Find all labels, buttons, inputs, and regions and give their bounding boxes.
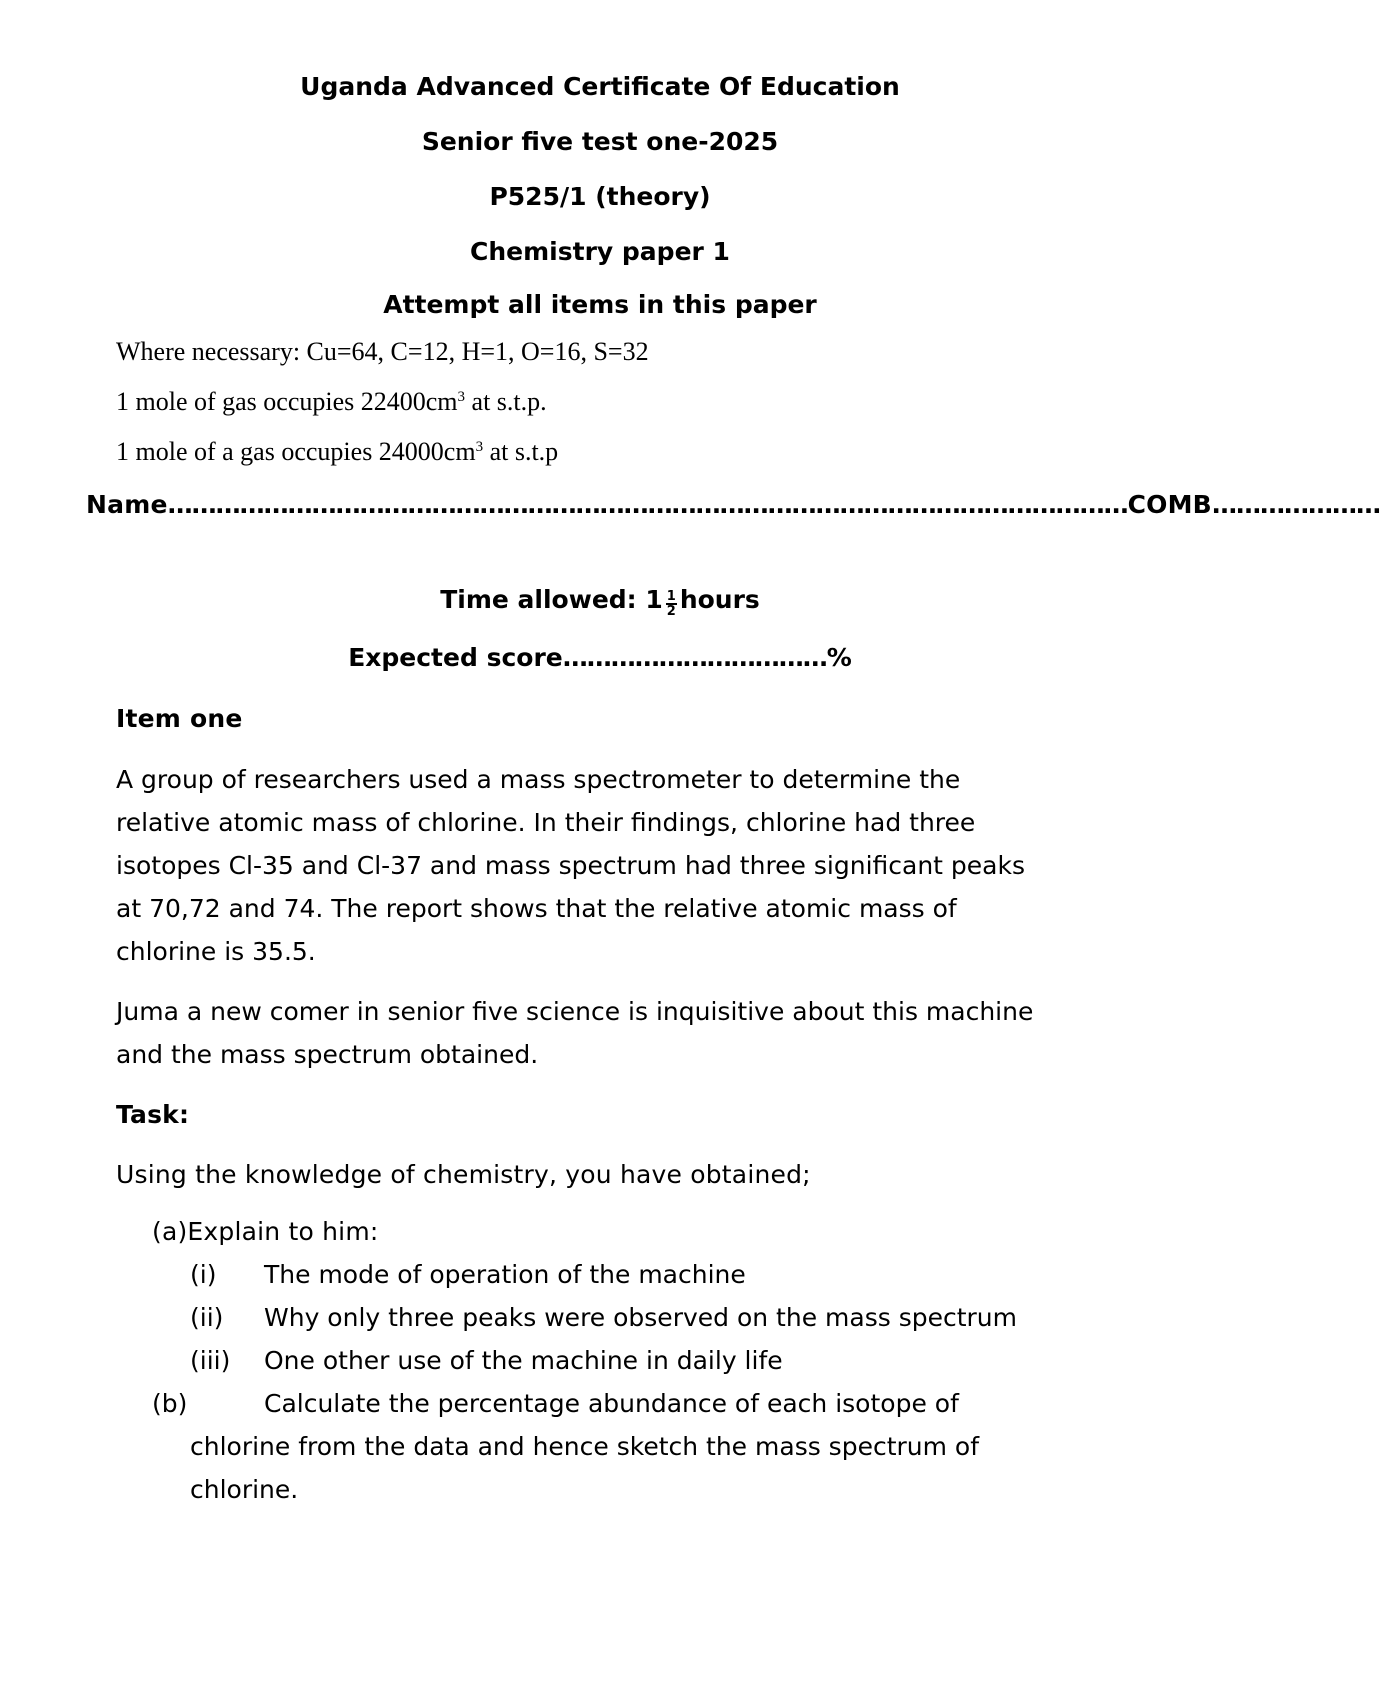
part-a: (a)Explain to him: [152, 1217, 379, 1246]
test-title: Senior five test one-2025 [421, 127, 779, 156]
time-unit: hours [679, 585, 760, 614]
fraction-numerator: 1 [666, 589, 676, 604]
paper-name: Chemistry paper 1 [470, 237, 730, 266]
subpart-text: Why only three peaks were observed on the mass spectrum [264, 1303, 1017, 1332]
part-b-number: (b) [152, 1389, 188, 1418]
part-b-line: chlorine. [190, 1475, 299, 1504]
expected-score [0, 643, 1200, 672]
subpart-number: (ii) [190, 1303, 224, 1332]
fraction-denominator: 2 [666, 604, 676, 619]
paper-code: P525/1 (theory) [489, 182, 711, 211]
molar-volume-second-text: 1 mole of a gas occupies 24000cm [116, 437, 476, 466]
comb-label: COMB [1127, 490, 1212, 519]
time-allowed [0, 585, 1200, 618]
paragraph-line: and the mass spectrum obtained. [116, 1040, 539, 1069]
subpart-text: One other use of the machine in daily life [264, 1346, 783, 1375]
percent-sign: % [826, 643, 852, 672]
part-b-line: Calculate the percentage abundance of each isotope of [264, 1389, 959, 1418]
name-blank[interactable]: ………………………………………………………………………………………………………… [167, 490, 1128, 519]
molar-volume-second [116, 437, 558, 467]
item-title: Item one [116, 704, 243, 733]
half-fraction [666, 590, 677, 618]
comb-blank[interactable]: ………………… [1211, 490, 1380, 519]
paragraph-line: chlorine is 35.5. [116, 937, 316, 966]
molar-volume-stp-tail: at s.t.p. [465, 387, 547, 416]
paragraph-line: isotopes Cl-35 and Cl-37 and mass spectrum had three significant peaks [116, 851, 1025, 880]
paragraph-line: relative atomic mass of chlorine. In their findings, chlorine had three [116, 808, 976, 837]
candidate-line [86, 490, 1380, 519]
task-label: Task: [116, 1100, 190, 1129]
atomic-masses: Where necessary: Cu=64, C=12, H=1, O=16, S=32 [116, 337, 649, 366]
part-b-line: chlorine from the data and hence sketch the mass spectrum of [190, 1432, 980, 1461]
exam-board-title: Uganda Advanced Certificate Of Education [300, 72, 900, 101]
cubed-superscript: 3 [475, 439, 484, 455]
task-intro: Using the knowledge of chemistry, you have obtained; [116, 1160, 811, 1189]
paragraph-line: at 70,72 and 74. The report shows that the relative atomic mass of [116, 894, 957, 923]
score-label: Expected score [348, 643, 563, 672]
subpart-text: The mode of operation of the machine [264, 1260, 746, 1289]
score-blank[interactable]: …………………………… [562, 643, 827, 672]
subpart-number: (i) [190, 1260, 217, 1289]
molar-volume-second-tail: at s.t.p [483, 437, 559, 466]
item-paragraph-2 [116, 990, 1076, 1076]
cubed-superscript: 3 [457, 389, 466, 405]
name-label: Name [86, 490, 168, 519]
instruction: Attempt all items in this paper [383, 290, 817, 319]
molar-volume-stp-text: 1 mole of gas occupies 22400cm [116, 387, 458, 416]
paragraph-line: Juma a new comer in senior five science is inquisitive about this machine [116, 997, 1034, 1026]
paragraph-line: A group of researchers used a mass spectrometer to determine the [116, 765, 961, 794]
item-paragraph-1 [116, 758, 1076, 973]
molar-volume-stp [116, 387, 547, 417]
subpart-number: (iii) [190, 1346, 231, 1375]
time-label: Time allowed: 1 [440, 585, 663, 614]
